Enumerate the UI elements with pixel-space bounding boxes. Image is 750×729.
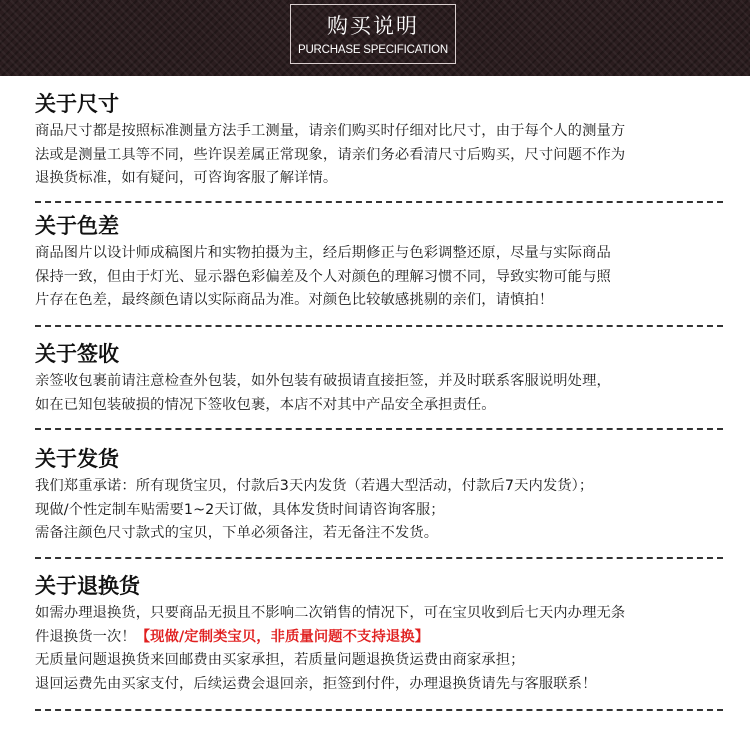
divider-2 [35,325,723,327]
section-shipping-line-1: 我们郑重承诺：所有现货宝贝，付款后3天内发货（若遇大型活动，付款后7天内发货）； [35,478,594,494]
section-shipping-line-2: 现做/个性定制车贴需要1~2天订做，具体发货时间请咨询客服； [35,501,445,518]
section-size-line-1: 商品尺寸都是按照标准测量方法手工测量，请亲们购买时仔细对比尺寸，由于每个人的测量方 [35,123,626,139]
section-color [35,213,725,313]
divider-4 [35,557,723,559]
divider-1 [35,201,723,203]
section-shipping-line-3: 需备注颜色尺寸款式的宝贝，下单必须备注，若无备注不发货。 [35,525,439,541]
divider-3 [35,428,723,430]
title-box [290,4,456,64]
section-returns-line-2 [35,626,725,650]
section-returns-line-3: 无质量问题退换货来回邮费由买家承担，若质量问题退换货运费由商家承担； [35,652,525,668]
section-shipping [35,446,725,546]
section-returns [35,573,725,696]
divider-5 [35,709,723,711]
section-color-heading: 关于色差 [35,214,119,238]
section-returns-line-1: 如需办理退换货，只要商品无损且不影响二次销售的情况下，可在宝贝收到后七天内办理无条 [35,605,626,621]
title-english: PURCHASE SPECIFICATION [297,44,449,56]
section-shipping-heading: 关于发货 [35,447,119,471]
section-size [35,91,725,191]
section-color-line-2: 保持一致，但由于灯光、显示器色彩偏差及个人对颜色的理解习惯不同，导致实物可能与照 [35,268,611,285]
section-size-heading: 关于尺寸 [35,92,119,116]
section-receipt-line-1: 亲签收包裹前请注意检查外包装，如外包装有破损请直接拒签，并及时联系客服说明处理， [35,373,611,389]
return-policy-highlight: 【现做/定制类宝贝，非质量问题不支持退换】 [135,628,430,645]
section-returns-heading: 关于退换货 [35,574,140,598]
section-color-line-3: 片存在色差，最终颜色请以实际商品为准。对颜色比较敏感挑剔的亲们，请慎拍！ [35,292,554,308]
section-receipt-heading: 关于签收 [35,342,119,366]
section-receipt-line-2: 如在已知包装破损的情况下签收包裹，本店不对其中产品安全承担责任。 [35,396,496,413]
section-color-line-1: 商品图片以设计师成稿图片和实物拍摄为主，经后期修正与色彩调整还原，尽量与实际商品 [35,245,611,261]
section-returns-line-4: 退回运费先由买家支付，后续运费会退回亲，拒签到付件，办理退换货请先与客服联系！ [35,675,597,692]
section-size-line-3: 退换货标准，如有疑问，可咨询客服了解详情。 [35,170,338,186]
section-size-line-2: 法或是测量工具等不同，些许误差属正常现象，请亲们务必看清尺寸后购买，尺寸问题不作为 [35,146,626,163]
title-chinese: 购买说明 [327,14,419,38]
section-receipt [35,341,725,417]
section-returns-line-2-plain: 件退换货一次！ [35,628,136,645]
header-banner [0,0,750,76]
